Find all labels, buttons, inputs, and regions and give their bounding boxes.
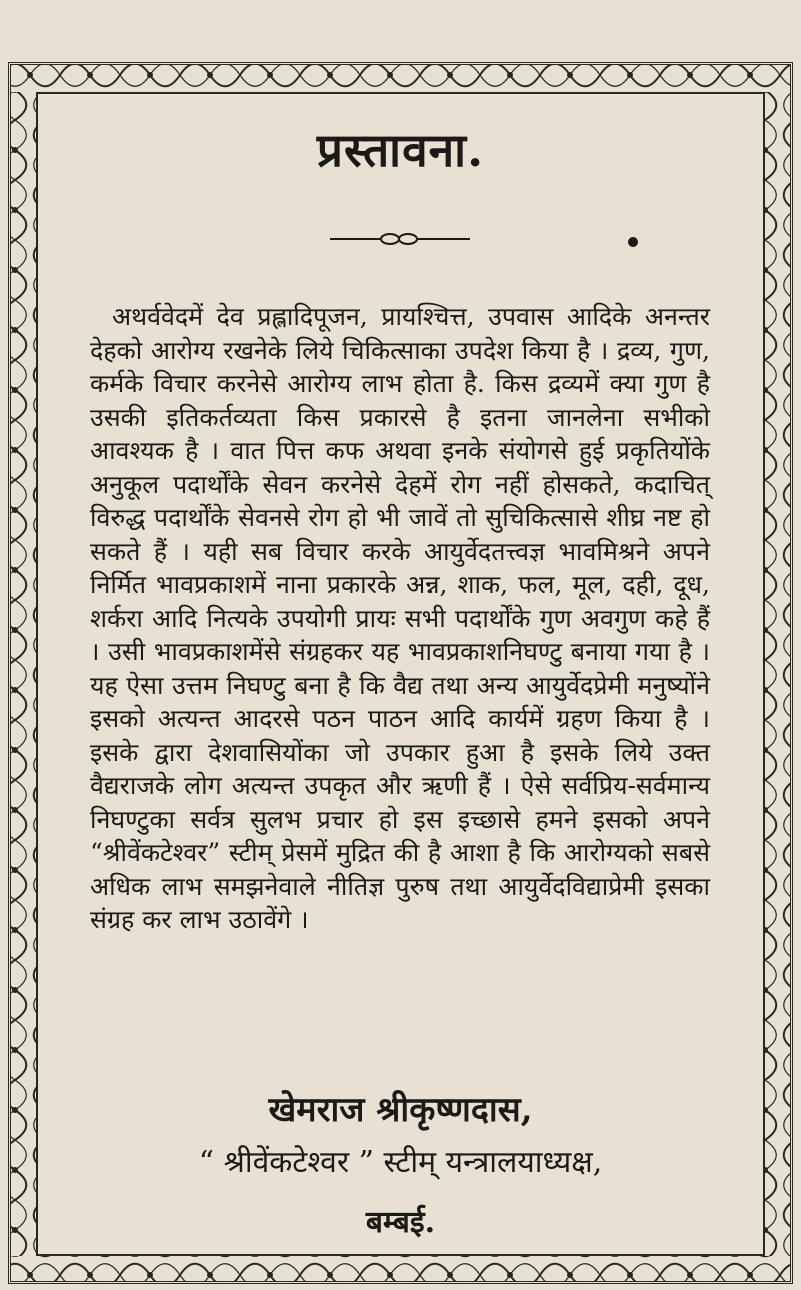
signature-name: खेमराज श्रीकृष्णदास, xyxy=(268,1090,533,1130)
page-title: प्रस्तावना. xyxy=(316,123,485,177)
preface-body: अथर्ववेदमें देव प्रह्लादिपूजन, प्रायश्चित्त, उपवास आदिके अनन्तर देहको आरोग्य रखनेके लिये चिकित्साका उपदेश किया है । द्रव्य, गुण, कर्मके विचार करनेसे आरोग्य लाभ होता है. किस द्रव्यमें क्या गुण है उसकी इतिकर्तव्यता किस प्रकारसे है इतना जानलेना सभीको आवश्यक है । वात पित्त कफ अथवा इनके संयोगसे हुई प्रकृतियोंके अनुकूल पदार्थोंके सेवन करनेसे देहमें रोग नहीं होसकते, कदाचित् विरुद्ध पदार्थोंके सेवनसे रोग हो भी जावें तो सुचिकित्सासे शीघ्र नष्ट हो सकते हैं । यही सब विचार करके आयुर्वेदतत्त्वज्ञ भावमिश्रने अपने निर्मित भावप्रकाशमें नाना प्रकारके अन्न, शाक, फल, मूल, दही, दूध, शर्करा आदि नित्यके उपयोगी प्रायः सभी पदार्थोंके गुण अवगुण कहे हैं । उसी भावप्रकाशमेंसे संग्रहकर यह भावप्रकाशनिघण्टु बनाया गया है । यह ऐसा उत्तम निघण्टु बना है कि वैद्य तथा अन्य आयुर्वेदप्रेमी मनुष्योंने इसको अत्यन्त आदरसे पठन पाठन आदि कार्यमें ग्रहण किया है । इसके द्वारा देशवासियोंका जो उपकार हुआ है इसके लिये उक्त वैद्यराजके लोग अत्यन्त उपकृत और ऋणी हैं । ऐसे सर्वप्रिय-सर्वमान्य निघण्टुका सर्वत्र सुलभ प्रचार हो इस इच्छासे हमने इसको अपने “श्रीवेंकटेश्वर” स्टीम् प्रेसमें मुद्रित की है आशा है कि आरोग्यको सबसे अधिक लाभ समझनेवाले नीतिज्ञ पुरुष तथा आयुर्वेदविद्याप्रेमी इसका संग्रह कर लाभ उठावेंगे । xyxy=(90,302,710,934)
signature-press: “ श्रीवेंकटेश्वर ” स्टीम् यन्त्रालयाध्यक्ष, xyxy=(198,1145,603,1180)
ink-dot xyxy=(628,237,638,247)
signature-city: बम्बई. xyxy=(365,1205,436,1240)
title-divider xyxy=(330,232,470,246)
